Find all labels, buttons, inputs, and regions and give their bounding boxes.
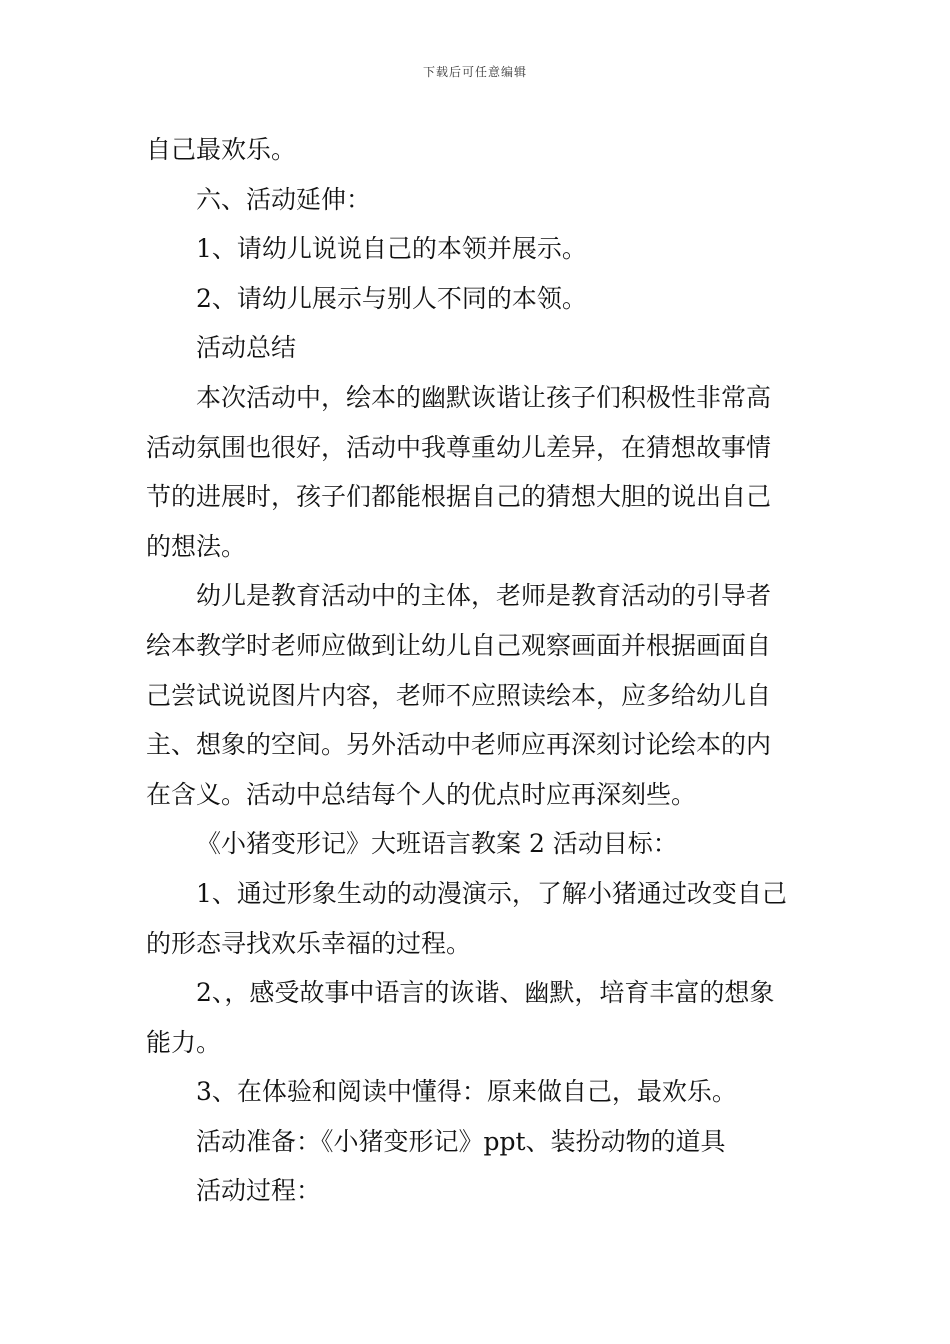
section-heading: 活动准备：《小猪变形记》ppt、装扮动物的道具 [196,1126,726,1156]
paragraph-line: 在含义。活动中总结每个人的优点时应再深刻些。 [146,779,697,809]
document-body [146,125,811,1216]
list-item-continuation: 的形态寻找欢乐幸福的过程。 [146,928,472,958]
list-item: 1、通过形象生动的动漫演示，了解小猪通过改变自己 [196,878,787,908]
section-heading: 六、活动延伸： [196,184,372,214]
paragraph-line: 己尝试说说图片内容，老师不应照读绘本，应多给幼儿自 [146,680,772,710]
list-item-continuation: 能力。 [146,1027,222,1057]
paragraph-line: 的想法。 [146,531,247,561]
paragraph-line: 绘本教学时老师应做到让幼儿自己观察画面并根据画面自 [146,630,772,660]
section-heading: 活动总结 [196,333,297,363]
page-header: 下载后可任意编辑 [422,65,527,79]
section-heading: 《小猪变形记》大班语言教案 2 活动目标： [196,829,678,859]
list-item: 2、，感受故事中语言的诙谐、幽默，培育丰富的想象 [196,978,775,1008]
paragraph-line: 幼儿是教育活动中的主体，老师是教育活动的引导者 [196,581,772,611]
paragraph-line: 本次活动中，绘本的幽默诙谐让孩子们积极性非常高 [196,382,772,412]
paragraph-line: 主、想象的空间。另外活动中老师应再深刻讨论绘本的内 [146,730,772,760]
section-heading: 活动过程： [196,1176,322,1206]
list-item: 1、请幼儿说说自己的本领并展示。 [196,234,587,264]
list-item: 3、在体验和阅读中懂得：原来做自己，最欢乐。 [196,1077,737,1107]
list-item: 2、请幼儿展示与别人不同的本领。 [196,283,587,313]
body-line: 自己最欢乐。 [146,135,297,164]
paragraph-line: 活动氛围也很好，活动中我尊重幼儿差异，在猜想故事情 [146,432,772,462]
paragraph-line: 节的进展时，孩子们都能根据自己的猜想大胆的说出自己 [146,482,772,512]
